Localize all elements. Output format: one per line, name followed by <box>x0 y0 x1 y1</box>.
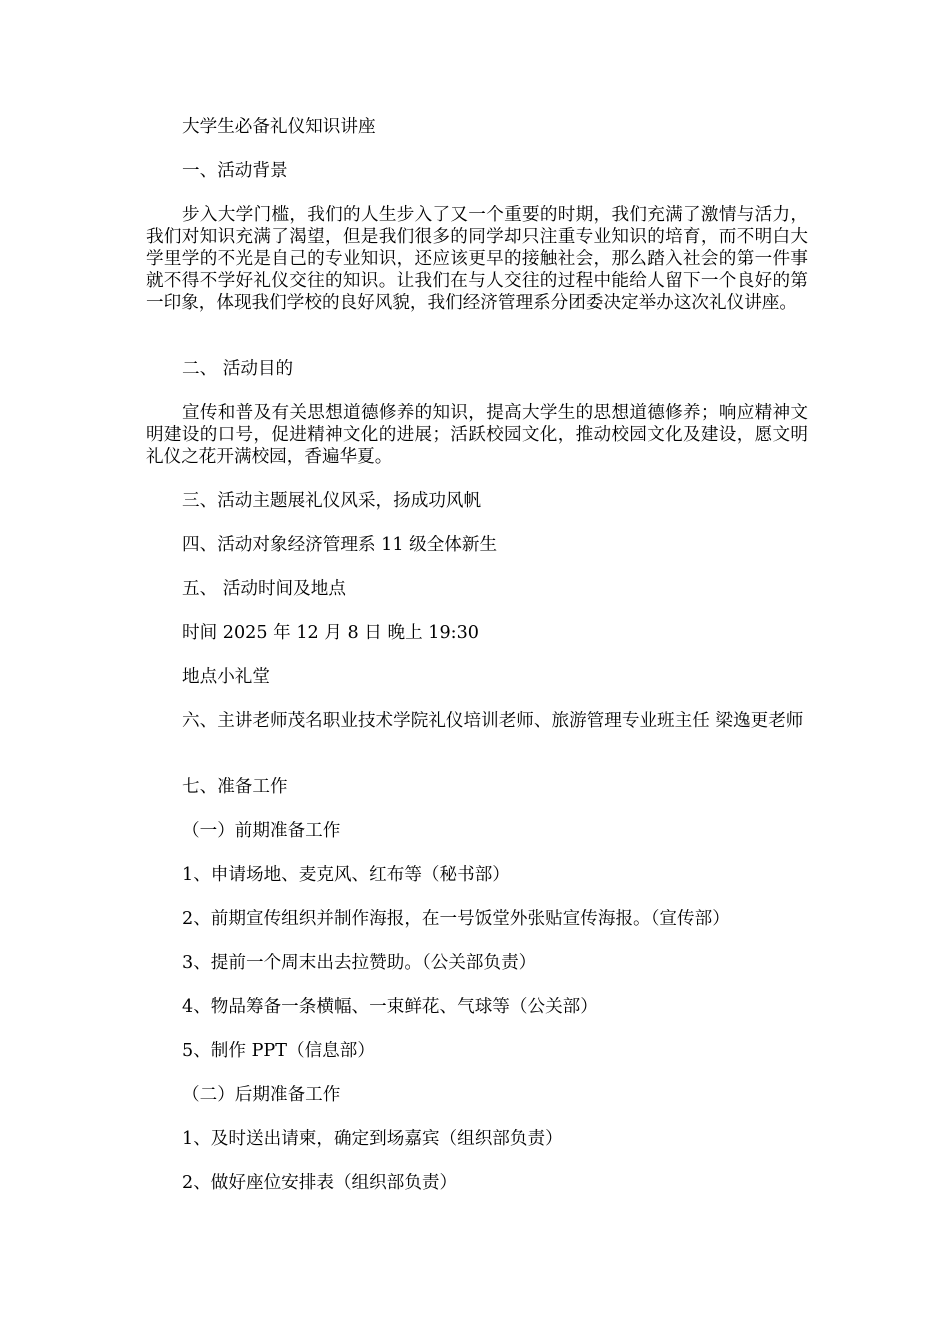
document-title: 大学生必备礼仪知识讲座 <box>182 117 376 137</box>
list-item: 2、做好座位安排表（组织部负责） <box>182 1173 458 1193</box>
section-6-speaker: 六、主讲老师茂名职业技术学院礼仪培训老师、旅游管理专业班主任 梁逸更老师 <box>182 711 804 731</box>
list-item: 4、物品筹备一条横幅、一束鲜花、气球等（公关部） <box>182 997 598 1017</box>
section-7-heading: 七、准备工作 <box>182 777 288 797</box>
list-item: 2、前期宣传组织并制作海报，在一号饭堂外张贴宣传海报。（宣传部） <box>182 909 730 929</box>
prep-phase-2-heading: （二）后期准备工作 <box>182 1085 341 1105</box>
section-1-heading: 一、活动背景 <box>182 161 288 181</box>
prep-phase-1-heading: （一）前期准备工作 <box>182 821 341 841</box>
section-5-heading: 五、 活动时间及地点 <box>182 579 346 599</box>
list-item: 1、及时送出请柬，确定到场嘉宾（组织部负责） <box>182 1129 563 1149</box>
section-4-audience: 四、活动对象经济管理系 11 级全体新生 <box>182 535 498 555</box>
section-3-theme: 三、活动主题展礼仪风采，扬成功风帆 <box>182 491 482 511</box>
section-2-heading: 二、 活动目的 <box>182 359 294 379</box>
list-item: 3、提前一个周末出去拉赞助。（公关部负责） <box>182 953 537 973</box>
section-5-time: 时间 2025 年 12 月 8 日 晚上 19:30 <box>182 623 479 643</box>
section-5-place: 地点小礼堂 <box>182 667 270 687</box>
section-1-body: 步入大学门槛，我们的人生步入了又一个重要的时期，我们充满了激情与活力，我们对知识充满了渴望，但是我们很多的同学却只注重专业知识的培育，而不明白大学里学的不光是自己的专业知识，还应该更早的接触社会，那么踏入社会的第一件事就不得不学好礼仪交往的知识。让我们在与人交往的过程中能给人留下一个良好的第一印象，体现我们学校的良好风貌，我们经济管理系分团委决定举办这次礼仪讲座。 <box>146 205 808 313</box>
list-item: 1、申请场地、麦克风、红布等（秘书部） <box>182 865 510 885</box>
section-2-body: 宣传和普及有关思想道德修养的知识，提高大学生的思想道德修养；响应精神文明建设的口号，促进精神文化的进展；活跃校园文化，推动校园文化及建设，愿文明礼仪之花开满校园，香遍华夏。 <box>146 403 808 467</box>
list-item: 5、制作 PPT（信息部） <box>182 1041 375 1061</box>
